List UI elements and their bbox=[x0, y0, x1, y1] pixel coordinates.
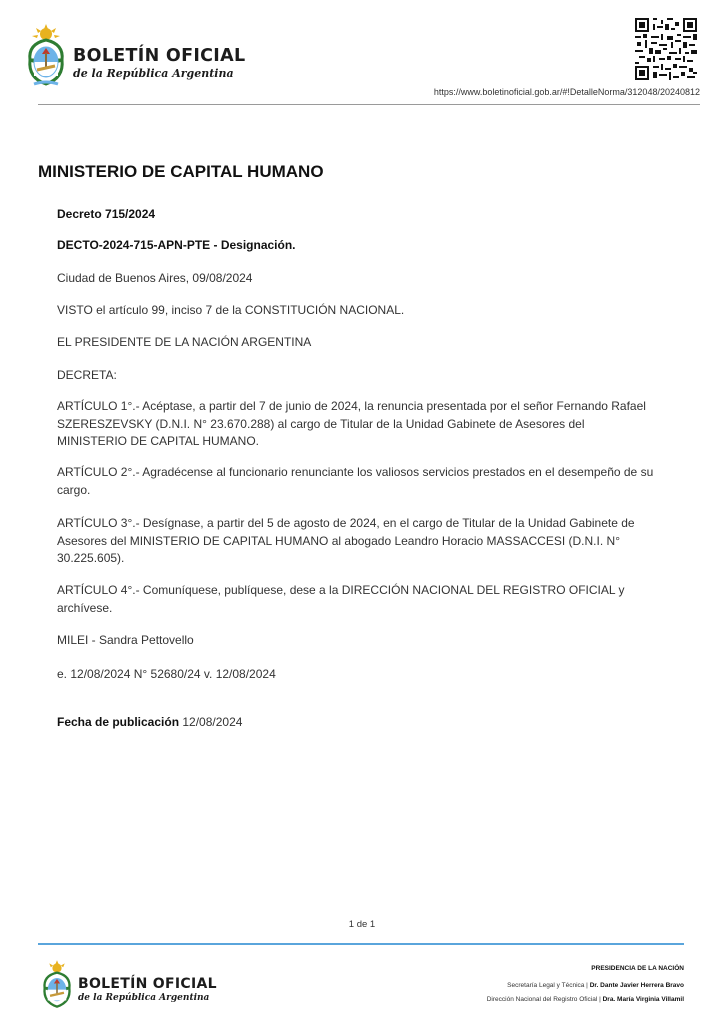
footer-logo-title: BOLETÍN OFICIAL bbox=[78, 976, 217, 992]
footer-line-2-name: Dra. María Virginia Villamil bbox=[602, 996, 684, 1003]
header-divider bbox=[38, 104, 700, 105]
edition-line: e. 12/08/2024 N° 52680/24 v. 12/08/2024 bbox=[57, 667, 276, 681]
footer-logo-subtitle: de la República Argentina bbox=[78, 993, 210, 1003]
logo-title: BOLETÍN OFICIAL bbox=[73, 46, 246, 66]
publication-date-label: Fecha de publicación bbox=[57, 715, 180, 729]
footer-presidency: PRESIDENCIA DE LA NACIÓN bbox=[591, 965, 684, 972]
footer-line-1-name: Dr. Dante Javier Herrera Bravo bbox=[589, 982, 684, 989]
qr-code-icon bbox=[635, 18, 697, 80]
article-1: ARTÍCULO 1°.- Acéptase, a partir del 7 de junio de 2024, la renuncia presentada por el señor Fernando Rafael SZERESZEVSKY (D.N.I. N° 23.670.288) al cargo de Titular de la Unidad Gabinete de Asesores del MINISTERIO DE CAPITAL HUMANO. bbox=[57, 399, 646, 448]
footer-line-2-office: Dirección Nacional del Registro Oficial bbox=[486, 996, 598, 1003]
page-indicator: 1 de 1 bbox=[348, 919, 376, 930]
footer-divider bbox=[38, 943, 684, 945]
article-2: ARTÍCULO 2°.- Agradécense al funcionario renunciante los valiosos servicios prestados en el desempeño de su cargo. bbox=[57, 465, 654, 497]
place-date: Ciudad de Buenos Aires, 09/08/2024 bbox=[57, 271, 253, 285]
footer-emblem bbox=[40, 960, 74, 1010]
publication-date-value: 12/08/2024 bbox=[182, 715, 243, 729]
logo-subtitle: de la República Argentina bbox=[73, 67, 234, 80]
decree-number: Decreto 715/2024 bbox=[57, 207, 156, 221]
visto-paragraph: VISTO el artículo 99, inciso 7 de la CONSTITUCIÓN NACIONAL. bbox=[57, 303, 405, 317]
decreta-line: DECRETA: bbox=[57, 368, 117, 382]
document-url[interactable]: https://www.boletinoficial.gob.ar/#!DetalleNorma/312048/20240812 bbox=[433, 87, 700, 97]
header-emblem bbox=[24, 24, 68, 88]
president-line: EL PRESIDENTE DE LA NACIÓN ARGENTINA bbox=[57, 335, 312, 349]
publication-date bbox=[57, 714, 657, 732]
article-3: ARTÍCULO 3°.- Desígnase, a partir del 5 de agosto de 2024, en el cargo de Titular de la Unidad Gabinete de Asesores del MINISTERIO DE CAPITAL HUMANO al abogado Leandro Horacio MASSACCESI (D.N.I. N° 30.225.605). bbox=[57, 516, 635, 565]
signatures: MILEI - Sandra Pettovello bbox=[57, 633, 194, 647]
decree-code: DECTO-2024-715-APN-PTE - Designación. bbox=[57, 238, 296, 252]
footer-line-2: Dirección Nacional del Registro Oficial | Dra. María Virginia Villamil bbox=[486, 996, 684, 1003]
article-4: ARTÍCULO 4°.- Comuníquese, publíquese, dese a la DIRECCIÓN NACIONAL DEL REGISTRO OFICIAL y archívese. bbox=[57, 583, 625, 615]
ministry-title: MINISTERIO DE CAPITAL HUMANO bbox=[38, 162, 324, 181]
footer-line-1-office: Secretaría Legal y Técnica bbox=[507, 982, 585, 989]
footer-line-1: Secretaría Legal y Técnica | Dr. Dante Javier Herrera Bravo bbox=[507, 982, 684, 989]
